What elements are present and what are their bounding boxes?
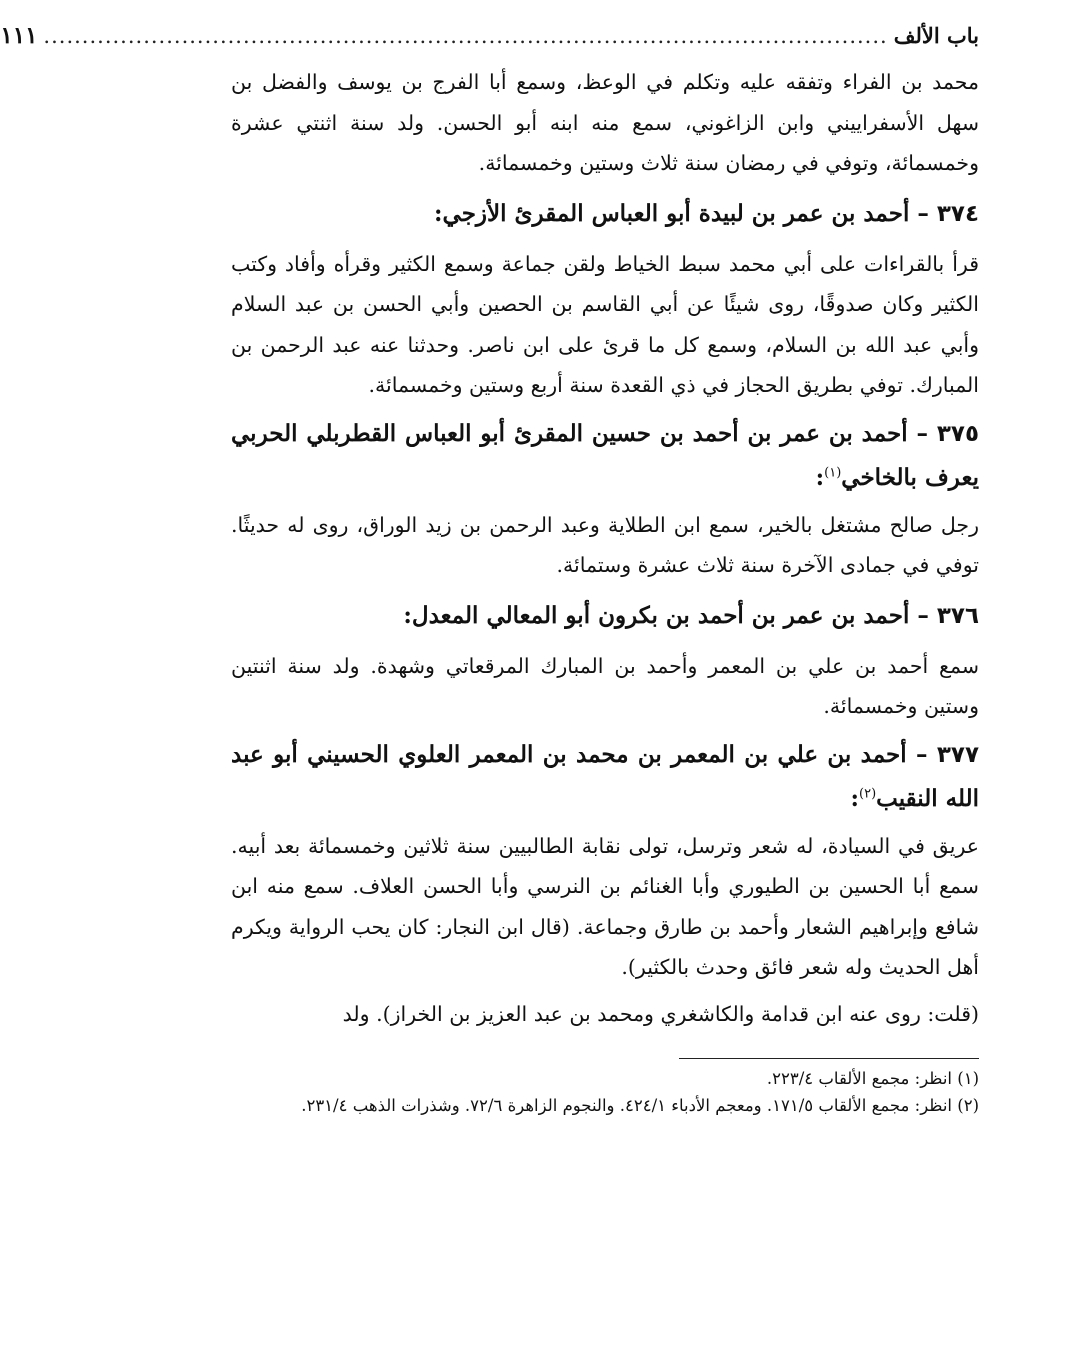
entry-paragraph: عريق في السيادة، له شعر وترسل، تولى نقابة الطالبيين سنة ثلاثين وخمسمائة بعد أبيه. سمع أبا الحسين بن الطيوري وأبا الغنائم بن النرسي وأبا الحسن العلاف. سمع منه ابن شافع وإبراهيم الشعار وأحمد بن طارق وجماعة. (قال ابن النجار: كان يحب الرواية ويكرم أهل الحديث وله شعر فائق وحدث بالكثير).: [231, 833, 979, 979]
entry-title-377: ٣٧٧ – أحمد بن علي بن المعمر بن محمد بن المعمر العلوي الحسيني أبو عبد الله النقيب$^{(٢)}$:: [231, 740, 979, 812]
entry-name: أحمد بن علي بن المعمر بن محمد بن المعمر العلوي الحسيني أبو عبد الله النقيب: [231, 740, 979, 812]
entry-paragraph: رجل صالح مشتغل بالخير، سمع ابن الطلاية وعبد الرحمن بن زيد الوراق، روى له حديثًا. توفي في جمادى الآخرة سنة ثلاث عشرة وستمائة.: [231, 512, 979, 577]
footnote-ref: (١): [824, 464, 842, 480]
entry-number: ٣٧٦: [936, 602, 979, 629]
intro-paragraph: محمد بن الفراء وتفقه عليه وتكلم في الوعظ، وسمع أبا الفرج بن يوسف والفضل بن سهل الأسفراييني وابن الزاغوني، سمع منه ابنه أبو الحسن. ولد سنة اثنتي عشرة وخمسمائة، وتوفي في رمضان سنة ثلاث وستين وخمسمائة.: [231, 70, 979, 175]
entry-number: ٣٧٤: [936, 200, 979, 227]
footnote-ref: (٢): [859, 785, 877, 801]
footnote-2: (٢) انظر: مجمع الألقاب ١٧١/٥. ومعجم الأدباء ٤٢٤/١. والنجوم الزاهرة ٧٢/٦. وشذرات الذهب ٢٣١/٤.: [301, 1096, 979, 1115]
entry-number: ٣٧٧: [936, 741, 979, 768]
footnote-divider: [679, 1058, 979, 1059]
chapter-title: باب الألف: [893, 23, 979, 48]
entry-paragraph: سمع أحمد بن علي بن المعمر وأحمد بن المبارك المرقعاتي وشهدة. ولد سنة اثنتين وستين وخمسمائة.: [231, 653, 979, 718]
entry-name: أحمد بن عمر بن أحمد بن حسين المقرئ أبو العباس القطربلي الحربي يعرف بالخاخي: [231, 419, 979, 491]
entry-title-374: ٣٧٤ – أحمد بن عمر بن لبيدة أبو العباس المقرئ الأزجي:: [434, 199, 979, 227]
entry-name: أحمد بن عمر بن أحمد بن بكرون أبو المعالي المعدل: [411, 601, 910, 629]
page-number: ١١١: [0, 22, 38, 49]
entry-title-375: ٣٧٥ – أحمد بن عمر بن أحمد بن حسين المقرئ أبو العباس القطربلي الحربي يعرف بالخاخي$^{(١)}$:: [231, 419, 979, 491]
leader-dots: ..............................................................................................................: [43, 24, 888, 48]
entry-paragraph: (قلت: روى عنه ابن قدامة والكاشغري ومحمد بن عبد العزيز بن الخراز). ولد: [342, 1001, 979, 1026]
running-header: [0, 22, 979, 62]
entry-title-376: ٣٧٦ – أحمد بن عمر بن أحمد بن بكرون أبو المعالي المعدل:: [403, 601, 979, 629]
entry-paragraph: قرأ بالقراءات على أبي محمد سبط الخياط ولقن جماعة وسمع الكثير وقرأه وأفاد وكتب الكثير وكان صدوقًا، روى شيئًا عن أبي القاسم بن الحصين وأبي الحسن بن عبد السلام وأبي عبد الله بن السلام، وسمع كل ما قرئ على ابن ناصر. وحدثنا عنه عبد الرحمن بن المبارك. توفي بطريق الحجاز في ذي القعدة سنة أربع وستين وخمسمائة.: [231, 251, 979, 397]
entry-name: أحمد بن عمر بن لبيدة أبو العباس المقرئ الأزجي: [442, 199, 910, 227]
book-page: [0, 22, 979, 1119]
entry-number: ٣٧٥: [936, 420, 979, 447]
footnote-1: (١) انظر: مجمع الألقاب ٢٢٣/٤.: [766, 1069, 979, 1088]
